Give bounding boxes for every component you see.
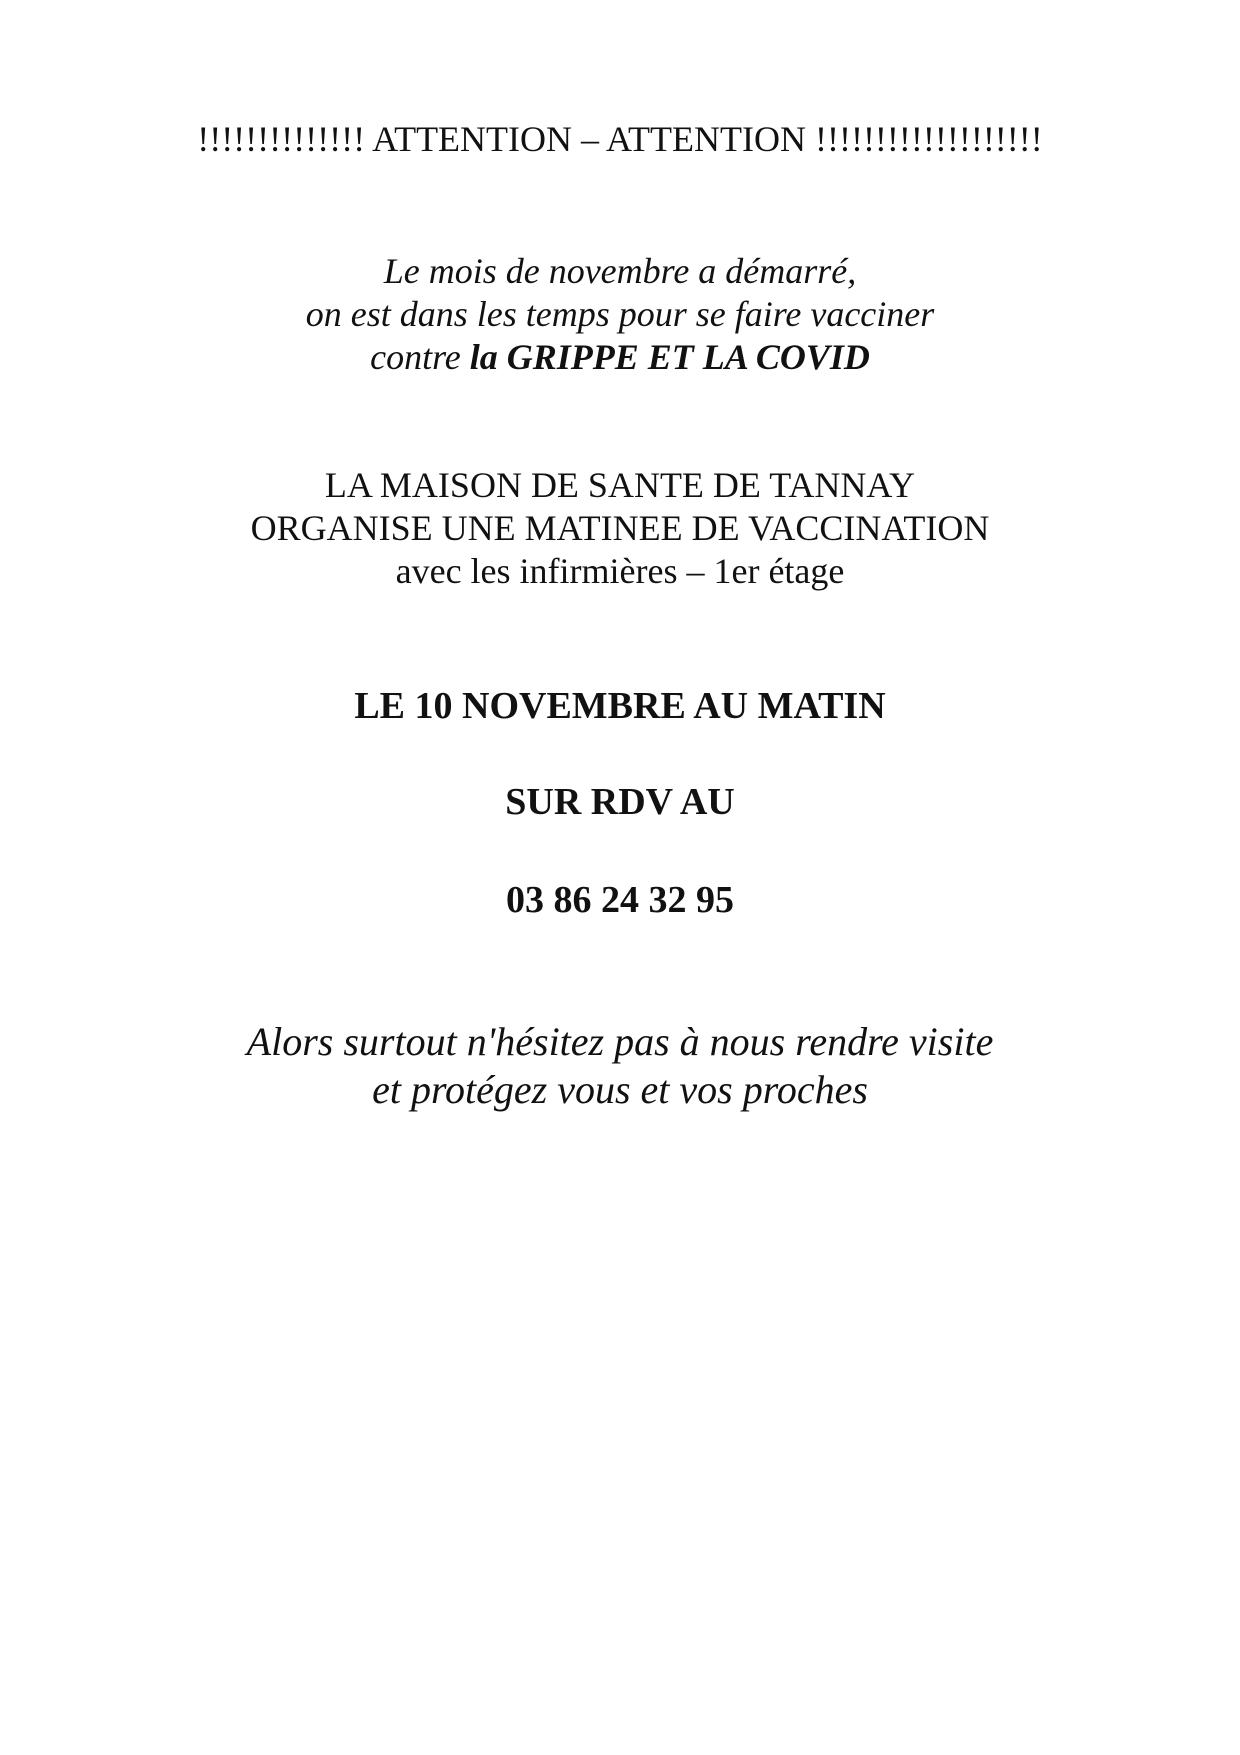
intro-line-2: on est dans les temps pour se faire vacciner <box>305 294 935 334</box>
intro-line-3-prefix: contre <box>370 337 470 377</box>
intro-line-3 <box>0 336 1240 379</box>
intro-line-3-bold: la GRIPPE ET LA COVID <box>469 337 870 377</box>
phone-number: 03 86 24 32 95 <box>506 879 734 921</box>
attention-header: !!!!!!!!!!!!!! ATTENTION – ATTENTION !!!!!!!!!!!!!!!!!!! <box>197 119 1043 159</box>
intro-line-1: Le mois de novembre a démarré, <box>383 251 857 291</box>
closing-line-2: et protégez vous et vos proches <box>372 1067 868 1112</box>
organizer-line-1: LA MAISON DE SANTE DE TANNAY <box>324 465 916 505</box>
organizer-line-3: avec les infirmières – 1er étage <box>395 551 845 591</box>
event-date: LE 10 NOVEMBRE AU MATIN <box>354 685 886 727</box>
closing-paragraph <box>0 1018 1240 1114</box>
organizer-paragraph <box>0 464 1240 593</box>
organizer-line-2: ORGANISE UNE MATINEE DE VACCINATION <box>250 508 990 548</box>
closing-line-1: Alors surtout n'hésitez pas à nous rendre visite <box>246 1019 994 1064</box>
intro-paragraph <box>0 250 1240 379</box>
appointment-label: SUR RDV AU <box>505 781 735 823</box>
